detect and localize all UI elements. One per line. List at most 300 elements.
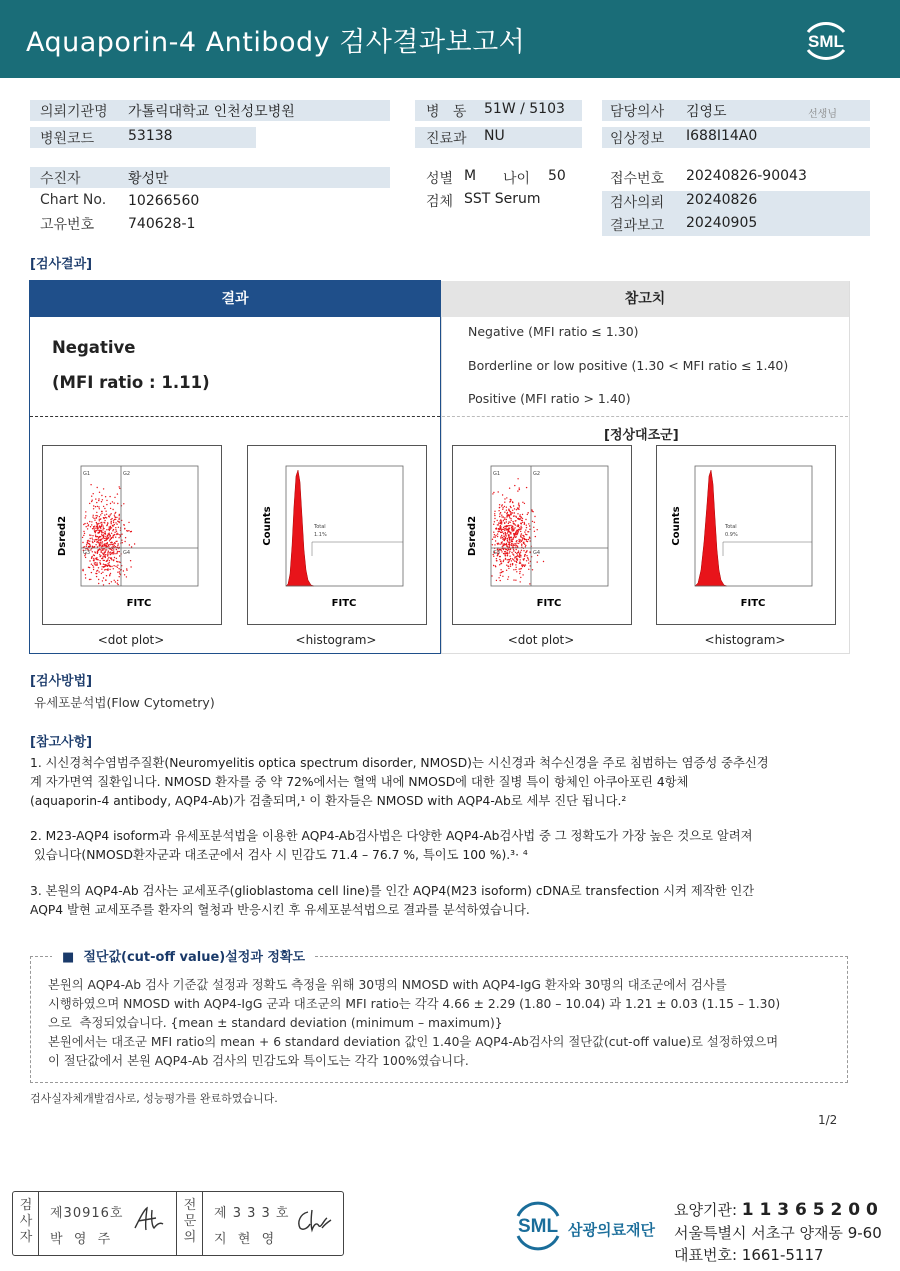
dot-point — [520, 539, 521, 540]
dot-point — [514, 543, 515, 544]
dot-point — [506, 533, 507, 534]
dot-point — [510, 548, 511, 549]
dot-point — [101, 543, 102, 544]
note-line: 2. M23-AQP4 isoform과 유세포분석법을 이용한 AQP4-Ab검사법은 다양한 AQP4-Ab검사법 중 그 정확도가 가장 높은 것으로 알려져 — [30, 829, 753, 843]
dot-point — [134, 543, 135, 544]
dot-point — [525, 529, 526, 530]
dot-point — [103, 488, 104, 489]
dot-point — [91, 501, 92, 502]
dot-point — [500, 560, 501, 561]
dot-point — [519, 506, 520, 507]
dot-point — [502, 537, 503, 538]
dot-point — [518, 525, 519, 526]
dot-point — [504, 553, 505, 554]
dot-point — [101, 522, 102, 523]
dot-point — [503, 516, 504, 517]
dot-point — [92, 551, 93, 552]
dot-point — [98, 579, 99, 580]
dot-point — [493, 524, 494, 525]
dot-point — [103, 577, 104, 578]
dot-point — [516, 509, 517, 510]
dot-point — [506, 543, 507, 544]
dot-point — [500, 569, 501, 570]
dot-point — [97, 527, 98, 528]
phone-value: 1661-5117 — [741, 1246, 824, 1264]
dot-point — [107, 524, 108, 525]
dot-point — [115, 527, 116, 528]
dot-point — [119, 488, 120, 489]
svg-text:G3: G3 — [493, 550, 501, 556]
dot-point — [517, 518, 518, 519]
dot-plot-chart — [43, 446, 220, 623]
dot-point — [524, 524, 525, 525]
dot-point — [108, 516, 109, 517]
dot-point — [103, 527, 104, 528]
dot-point — [100, 514, 101, 515]
dot-point — [111, 521, 112, 522]
dot-point — [520, 514, 521, 515]
dot-point — [125, 537, 126, 538]
note-line: 있습니다(NMOSD환자군과 대조군에서 검사 시 민감도 71.4 – 76.7 %, 특이도 100 %).³· ⁴ — [30, 848, 528, 862]
dot-point — [492, 544, 493, 545]
dot-point — [528, 531, 529, 532]
dot-point — [508, 559, 509, 560]
dot-point — [526, 525, 527, 526]
dot-point — [102, 538, 103, 539]
dot-point — [110, 526, 111, 527]
dot-point — [502, 576, 503, 577]
dot-point — [526, 560, 527, 561]
dot-point — [105, 569, 106, 570]
dot-point — [508, 531, 509, 532]
dot-point — [108, 551, 109, 552]
dot-point — [117, 552, 118, 553]
dot-point — [517, 490, 518, 491]
dot-point — [526, 487, 527, 488]
dot-point — [534, 531, 535, 532]
dot-point — [511, 545, 512, 546]
control-dot-plot-caption: <dot plot> — [507, 633, 575, 647]
dot-point — [513, 545, 514, 546]
dot-point — [126, 576, 127, 577]
dot-point — [523, 542, 524, 543]
dot-point — [526, 555, 527, 556]
dot-point — [500, 575, 501, 576]
dot-point — [113, 560, 114, 561]
dot-point — [496, 558, 497, 559]
dot-point — [119, 534, 120, 535]
dot-point — [496, 528, 497, 529]
dot-point — [103, 564, 104, 565]
dot-point — [105, 564, 106, 565]
control-dot-cloud — [491, 478, 544, 584]
dot-point — [113, 565, 114, 566]
dot-point — [114, 557, 115, 558]
dot-point — [105, 540, 106, 541]
dot-point — [105, 545, 106, 546]
dot-point — [505, 555, 506, 556]
dot-point — [93, 527, 94, 528]
dot-point — [102, 556, 103, 557]
dot-point — [101, 552, 102, 553]
dot-point — [129, 544, 130, 545]
unique-label: 고유번호 — [40, 217, 95, 233]
dot-point — [102, 545, 103, 546]
dot-point — [92, 516, 93, 517]
dot-point — [99, 545, 100, 546]
reference-header: 참고치 — [441, 281, 849, 317]
dot-point — [98, 542, 99, 543]
dot-point — [110, 573, 111, 574]
dot-point — [92, 539, 93, 540]
dot-point — [512, 528, 513, 529]
dot-point — [93, 528, 94, 529]
dot-point — [493, 492, 494, 493]
cutoff-text — [48, 976, 838, 1071]
dot-point — [513, 538, 514, 539]
dot-point — [517, 513, 518, 514]
dot-point — [501, 515, 502, 516]
dot-point — [499, 516, 500, 517]
dot-point — [519, 505, 520, 506]
dot-point — [111, 550, 112, 551]
dot-point — [116, 558, 117, 559]
dot-point — [506, 513, 507, 514]
dot-point — [101, 551, 102, 552]
dot-point — [93, 560, 94, 561]
dot-point — [105, 554, 106, 555]
dot-point — [521, 540, 522, 541]
dot-point — [494, 515, 495, 516]
age-label: 나이 — [503, 171, 531, 187]
control-histogram-caption: <histogram> — [704, 633, 786, 647]
dot-point — [109, 575, 110, 576]
dot-point — [119, 576, 120, 577]
dot-point — [99, 508, 100, 509]
dot-point — [109, 530, 110, 531]
dot-point — [105, 536, 106, 537]
dot-point — [92, 528, 93, 529]
dot-point — [507, 550, 508, 551]
dot-point — [112, 553, 113, 554]
dot-point — [101, 549, 102, 550]
dot-point — [106, 549, 107, 550]
dot-point — [101, 526, 102, 527]
dot-point — [514, 544, 515, 545]
dot-point — [495, 540, 496, 541]
reference-divider — [442, 416, 848, 417]
dot-point — [514, 512, 515, 513]
dot-point — [494, 544, 495, 545]
dot-point — [113, 520, 114, 521]
dot-point — [498, 522, 499, 523]
dot-point — [505, 519, 506, 520]
note-line: AQP4 발현 교세포주를 환자의 혈청과 반응시킨 후 유세포분석법으로 결과를 분석하였습니다. — [30, 903, 530, 917]
dot-point — [110, 535, 111, 536]
dot-point — [99, 531, 100, 532]
dot-point — [106, 560, 107, 561]
dot-point — [119, 515, 120, 516]
dot-point — [102, 572, 103, 573]
dot-point — [102, 541, 103, 542]
dot-point — [512, 558, 513, 559]
dot-point — [130, 531, 131, 532]
dot-point — [104, 540, 105, 541]
dot-point — [509, 541, 510, 542]
dot-point — [521, 533, 522, 534]
note-paragraph-2 — [30, 827, 860, 865]
dot-point — [121, 540, 122, 541]
dot-point — [499, 531, 500, 532]
dot-point — [521, 550, 522, 551]
dot-point — [517, 546, 518, 547]
dot-point — [515, 536, 516, 537]
dot-point — [511, 520, 512, 521]
dot-point — [525, 545, 526, 546]
dot-point — [504, 506, 505, 507]
dot-point — [502, 571, 503, 572]
dot-point — [504, 551, 505, 552]
dot-point — [105, 511, 106, 512]
inspector-license: 제30916호 — [50, 1206, 124, 1221]
dot-point — [104, 555, 105, 556]
dot-point — [522, 518, 523, 519]
dot-point — [111, 533, 112, 534]
dot-point — [507, 579, 508, 580]
dot-point — [515, 524, 516, 525]
dot-point — [128, 530, 129, 531]
dot-point — [519, 487, 520, 488]
dot-point — [522, 566, 523, 567]
dot-point — [95, 506, 96, 507]
svg-text:Counts: Counts — [262, 506, 273, 546]
dot-point — [83, 570, 84, 571]
dot-point — [492, 493, 493, 494]
dot-point — [117, 583, 118, 584]
dot-point — [526, 534, 527, 535]
dot-point — [111, 542, 112, 543]
dot-point — [505, 535, 506, 536]
dot-point — [87, 528, 88, 529]
cutoff-title: ■ 절단값(cut-off value)설정과 정확도 — [52, 946, 315, 965]
dot-point — [513, 549, 514, 550]
dot-point — [97, 541, 98, 542]
dot-point — [97, 553, 98, 554]
svg-text:SML: SML — [808, 32, 844, 51]
dot-point — [493, 565, 494, 566]
doctor-value: 김영도 — [686, 104, 727, 120]
dot-point — [504, 512, 505, 513]
dot-point — [93, 558, 94, 559]
dot-point — [102, 566, 103, 567]
dot-point — [90, 579, 91, 580]
patient-dot-plot — [42, 445, 222, 625]
dot-point — [84, 523, 85, 524]
dot-point — [94, 555, 95, 556]
svg-text:G4: G4 — [123, 550, 131, 556]
dot-point — [107, 553, 108, 554]
svg-text:FITC: FITC — [536, 598, 562, 609]
dot-point — [115, 541, 116, 542]
dot-point — [108, 529, 109, 530]
doctor-label: 담당의사 — [610, 104, 665, 120]
dot-point — [114, 534, 115, 535]
dot-point — [495, 566, 496, 567]
dot-point — [493, 536, 494, 537]
dot-point — [514, 485, 515, 486]
dot-point — [524, 566, 525, 567]
dot-point — [106, 504, 107, 505]
dot-point — [510, 564, 511, 565]
dot-point — [122, 542, 123, 543]
dot-point — [508, 568, 509, 569]
dot-point — [529, 583, 530, 584]
dot-point — [110, 514, 111, 515]
reference-positive: Positive (MFI ratio > 1.40) — [468, 391, 631, 406]
dot-point — [503, 553, 504, 554]
dot-point — [504, 544, 505, 545]
dot-point — [532, 510, 533, 511]
dot-point — [114, 532, 115, 533]
dot-point — [503, 535, 504, 536]
svg-text:0.9%: 0.9% — [725, 532, 738, 538]
dot-point — [528, 562, 529, 563]
svg-text:G2: G2 — [123, 471, 131, 477]
dot-point — [111, 537, 112, 538]
note-line: 3. 본원의 AQP4-Ab 검사는 교세포주(glioblastoma cell line)를 인간 AQP4(M23 isoform) cDNA로 transfection 시켜 제작한 인간 — [30, 884, 755, 898]
dot-point — [110, 557, 111, 558]
dot-point — [116, 517, 117, 518]
dot-point — [94, 520, 95, 521]
dot-point — [524, 544, 525, 545]
dot-point — [500, 528, 501, 529]
inspector-vertical-label: 검 사 자 — [19, 1198, 33, 1245]
dot-point — [99, 560, 100, 561]
dot-point — [104, 531, 105, 532]
dot-point — [107, 552, 108, 553]
specialist-vertical-label: 전 문 의 — [183, 1198, 197, 1245]
dot-point — [508, 514, 509, 515]
dot-point — [502, 546, 503, 547]
dot-point — [124, 541, 125, 542]
footer-phone — [674, 1244, 824, 1265]
dot-point — [498, 531, 499, 532]
hospital-code-label: 병원코드 — [40, 131, 95, 147]
patient-histogram — [247, 445, 427, 625]
dot-point — [513, 579, 514, 580]
dot-point — [92, 500, 93, 501]
dot-point — [119, 514, 120, 515]
specimen-value: SST Serum — [464, 191, 541, 207]
sex-value: M — [464, 168, 477, 184]
histogram-caption: <histogram> — [295, 633, 377, 647]
dot-point — [90, 484, 91, 485]
dot-point — [88, 543, 89, 544]
dot-point — [537, 561, 538, 562]
dot-point — [97, 526, 98, 527]
dot-point — [106, 517, 107, 518]
dot-point — [131, 546, 132, 547]
dot-point — [525, 564, 526, 565]
dot-point — [104, 533, 105, 534]
reference-negative: Negative (MFI ratio ≤ 1.30) — [468, 324, 639, 339]
results-section-title: [검사결과] — [30, 257, 93, 272]
dot-point — [94, 562, 95, 563]
dot-point — [102, 529, 103, 530]
dot-point — [515, 564, 516, 565]
dot-point — [104, 552, 105, 553]
dot-point — [523, 565, 524, 566]
receipt-label: 접수번호 — [610, 171, 665, 187]
dot-point — [105, 580, 106, 581]
dot-point — [510, 566, 511, 567]
request-label: 검사의뢰 — [610, 195, 665, 211]
dot-point — [510, 537, 511, 538]
dot-point — [99, 544, 100, 545]
dot-point — [508, 537, 509, 538]
dot-point — [111, 559, 112, 560]
dot-point — [109, 583, 110, 584]
dot-point — [529, 529, 530, 530]
svg-text:Dsred2: Dsred2 — [57, 515, 68, 557]
dot-point — [501, 532, 502, 533]
dot-point — [98, 506, 99, 507]
sig-divider — [202, 1192, 203, 1256]
dot-point — [528, 559, 529, 560]
dot-point — [91, 557, 92, 558]
dot-point — [114, 524, 115, 525]
dot-point — [512, 512, 513, 513]
dot-point — [507, 548, 508, 549]
dot-point — [514, 508, 515, 509]
dot-point — [97, 532, 98, 533]
dot-point — [500, 580, 501, 581]
dot-point — [506, 544, 507, 545]
dot-point — [515, 520, 516, 521]
svg-text:FITC: FITC — [126, 598, 152, 609]
dot-point — [511, 543, 512, 544]
dot-point — [519, 529, 520, 530]
reference-borderline: Borderline or low positive (1.30 < MFI ratio ≤ 1.40) — [468, 358, 789, 373]
dot-point — [101, 513, 102, 514]
dot-point — [526, 527, 527, 528]
dot-point — [512, 526, 513, 527]
dot-point — [507, 566, 508, 567]
dot-point — [108, 546, 109, 547]
dot-point — [499, 513, 500, 514]
dot-point — [517, 507, 518, 508]
dot-point — [535, 536, 536, 537]
dot-point — [95, 528, 96, 529]
dot-point — [97, 528, 98, 529]
dot-point — [97, 530, 98, 531]
dot-point — [500, 572, 501, 573]
dot-point — [509, 545, 510, 546]
dot-point — [96, 536, 97, 537]
dot-point — [96, 573, 97, 574]
dot-point — [96, 522, 97, 523]
dot-point — [496, 560, 497, 561]
dot-point — [513, 523, 514, 524]
dot-point — [504, 526, 505, 527]
dot-point — [109, 560, 110, 561]
dot-point — [520, 535, 521, 536]
dot-point — [502, 494, 503, 495]
dot-point — [116, 531, 117, 532]
institution-code — [674, 1199, 878, 1220]
dot-cloud — [82, 484, 135, 586]
dot-point — [109, 526, 110, 527]
